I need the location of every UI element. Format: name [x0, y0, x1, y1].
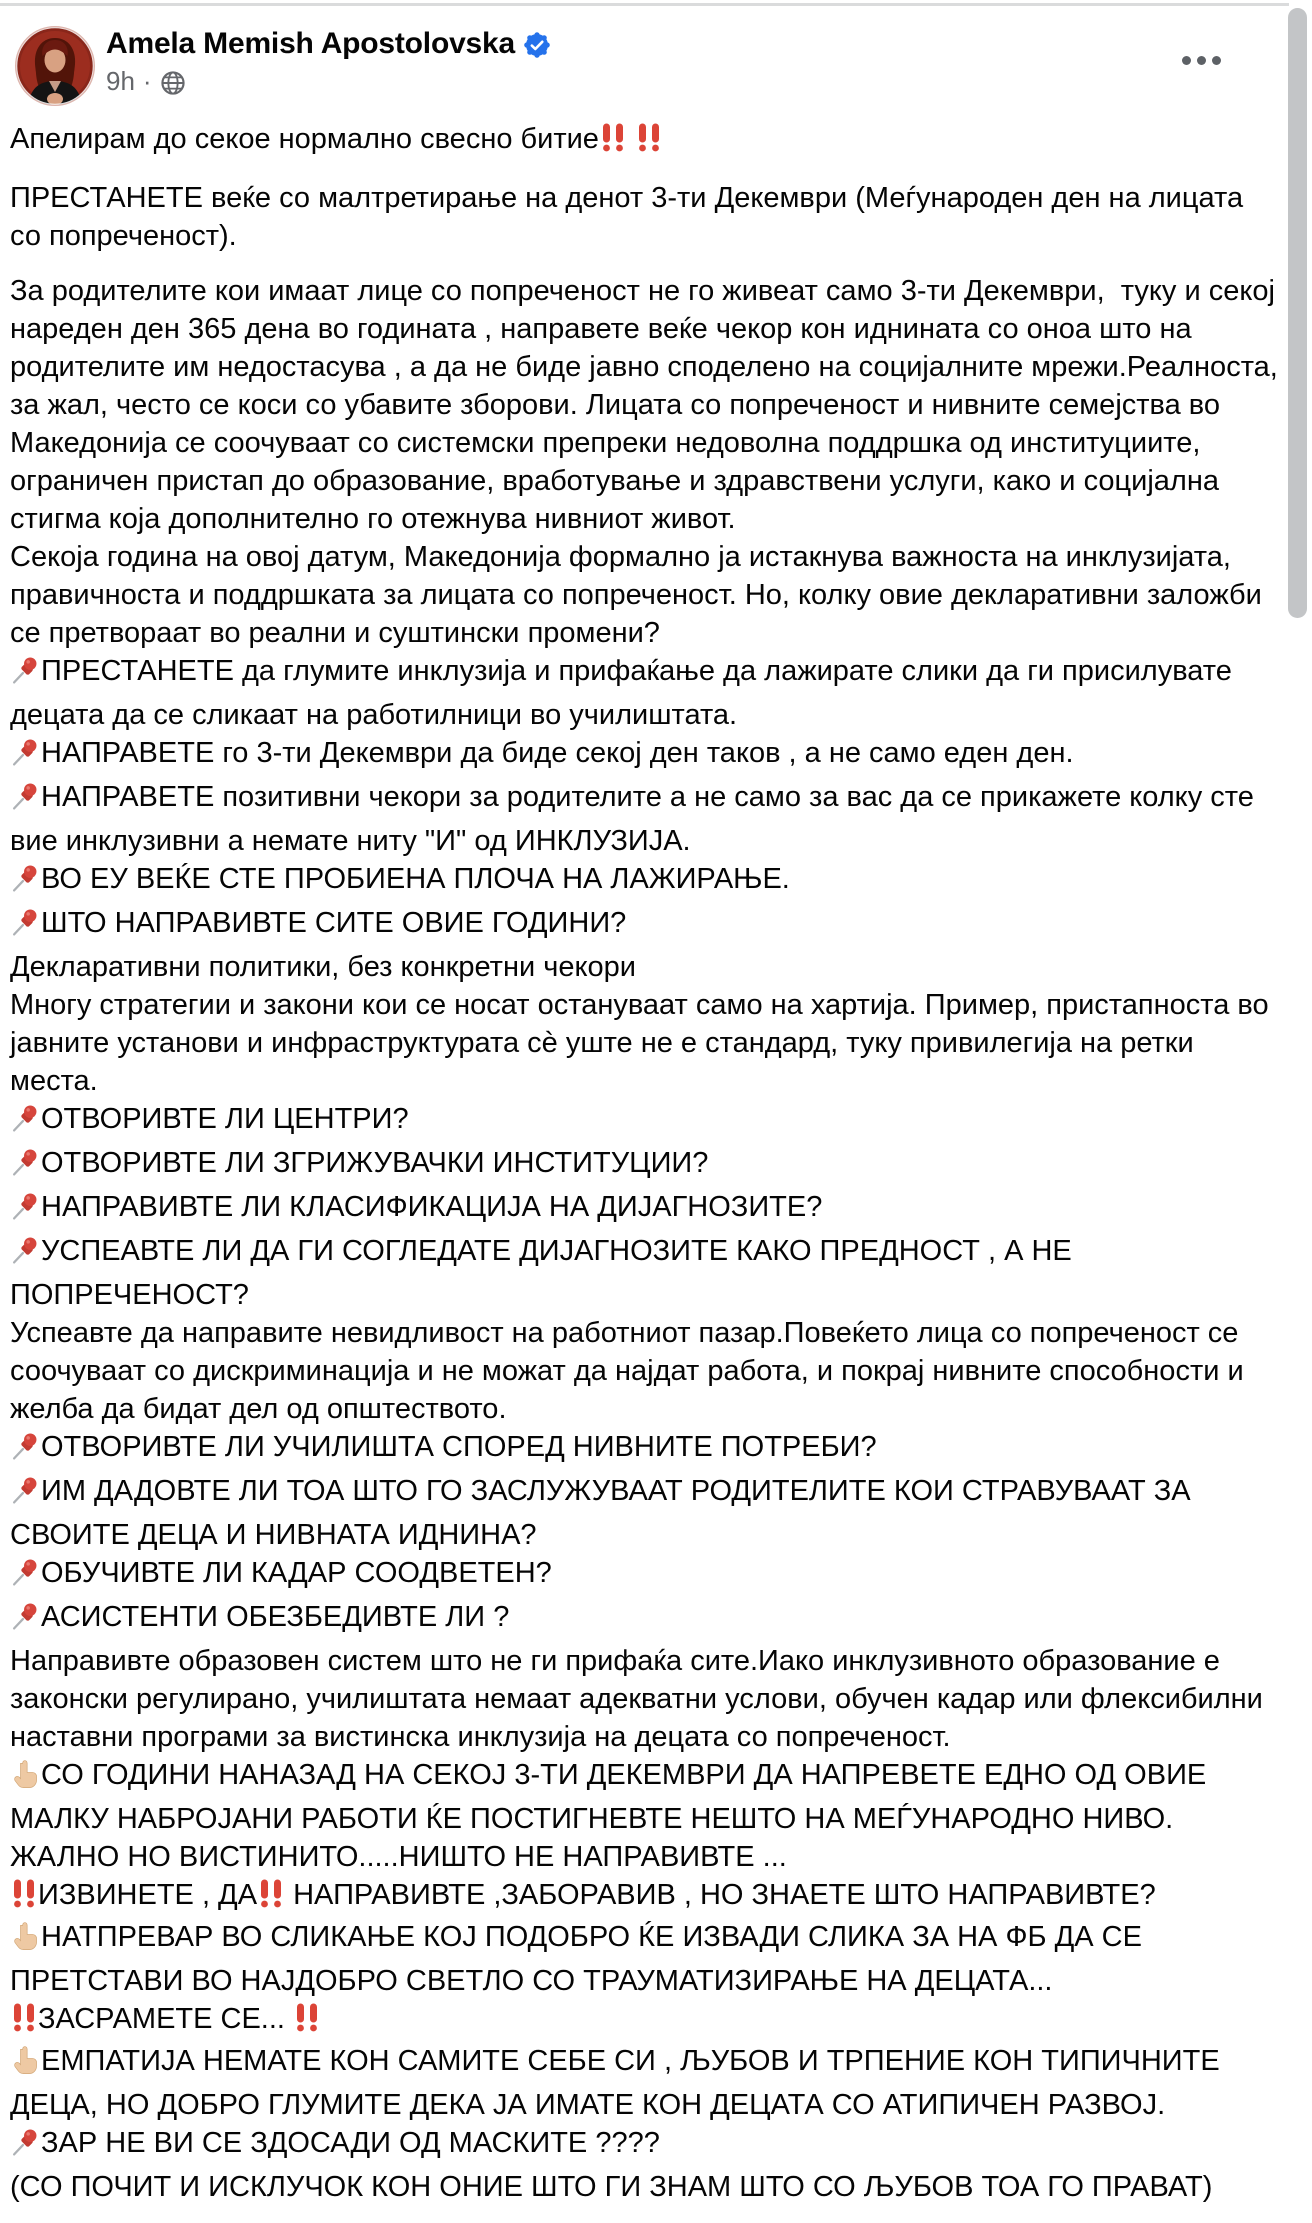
- post-line: [10, 1918, 1282, 2000]
- pushpin-icon: [10, 737, 41, 778]
- text-run: ОТВОРИВТЕ ЛИ УЧИЛИШТА СПОРЕД НИВНИТЕ ПОТРЕБИ?: [41, 1431, 877, 1463]
- text-run: УСПЕАВТЕ ЛИ ДА ГИ СОГЛЕДАТЕ ДИЈАГНОЗИТЕ КАКО ПРЕДНОСТ , А НЕ ПОПРЕЧЕНОСТ?: [10, 1235, 1080, 1311]
- post-paragraph: [10, 179, 1282, 255]
- post-line: [10, 860, 1282, 904]
- header-text: [106, 26, 552, 97]
- pushpin-icon: [10, 907, 41, 948]
- post-line: [10, 2168, 1282, 2206]
- post-header: [15, 24, 1255, 110]
- text-run: ПРЕСТАНЕТЕ да глумите инклузија и прифаќање да лажирате слики да ги присилувате децата да се сликаат на работилници во училиштата.: [10, 655, 1240, 731]
- post-line: [10, 1554, 1282, 1598]
- post-line: [10, 986, 1282, 1100]
- post-paragraph: [10, 272, 1286, 2206]
- text-run: ЗАР НЕ ВИ СЕ ЗДОСАДИ ОД МАСКИТЕ ????: [41, 2127, 660, 2159]
- post-line: [10, 904, 1282, 948]
- pushpin-icon: [10, 1601, 41, 1642]
- post-line: [10, 2042, 1282, 2124]
- bangbang-icon: [600, 122, 626, 162]
- globe-icon: [160, 70, 186, 96]
- pointup-icon: [10, 1921, 41, 1962]
- post-line: [10, 1598, 1282, 1642]
- post-line: [10, 179, 1282, 255]
- text-run: ЖАЛНО НО ВИСТИНИТО.....НИШТО НЕ НАПРАВИВТЕ ...: [10, 1841, 787, 1873]
- post-line: [10, 1756, 1282, 1838]
- pushpin-icon: [10, 863, 41, 904]
- post-line: [10, 948, 1282, 986]
- meta-separator: ·: [142, 66, 152, 96]
- text-run: [627, 123, 635, 155]
- pushpin-icon: [10, 1235, 41, 1276]
- text-run: ЗАСРАМЕТЕ СЕ...: [38, 2003, 294, 2035]
- text-run: ОТВОРИВТЕ ЛИ ЦЕНТРИ?: [41, 1103, 409, 1135]
- author-name[interactable]: Amela Memish Apostolovska: [106, 27, 516, 60]
- bangbang-icon: [11, 2002, 37, 2042]
- post-line: [10, 1314, 1282, 1428]
- timestamp-link[interactable]: [106, 66, 552, 97]
- text-run: НАТПРЕВАР ВО СЛИКАЊЕ КОЈ ПОДОБРО ЌЕ ИЗВАДИ СЛИКА ЗА НА ФБ ДА СЕ ПРЕТСТАВИ ВО НАЈДОБРО СВЕТЛО СО ТРАУМАТИЗИРАЊЕ НА ДЕЦАТА...: [10, 1921, 1150, 1997]
- text-run: ШТО НАПРАВИВТЕ СИТЕ ОВИЕ ГОДИНИ?: [41, 907, 627, 939]
- post-paragraph: [10, 120, 1282, 162]
- pointup-icon: [10, 1759, 41, 1800]
- scrollbar-thumb[interactable]: [1288, 8, 1307, 618]
- text-run: ПРЕСТАНЕТЕ веќе со малтретирање на денот 3-ти Декември (Меѓународен ден на лицата со попреченост).: [10, 182, 1252, 252]
- bangbang-icon: [11, 1878, 37, 1918]
- pushpin-icon: [10, 655, 41, 696]
- text-run: СО ГОДИНИ НАНАЗАД НА СЕКОЈ 3-ТИ ДЕКЕМВРИ ДА НАПРЕВЕТЕ ЕДНО ОД ОВИЕ МАЛКУ НАБРОЈАНИ РАБОТИ ЌЕ ПОСТИГНЕВТЕ НЕШТО НА МЕЃУНАРОДНО НИВО.: [10, 1759, 1215, 1835]
- post-line: [10, 538, 1282, 652]
- bangbang-icon: [294, 2002, 320, 2042]
- post-line: [10, 2000, 1282, 2042]
- ellipsis-icon: [1182, 56, 1191, 65]
- pushpin-icon: [10, 1475, 41, 1516]
- timestamp: 9h: [106, 66, 135, 96]
- pushpin-icon: [10, 2127, 41, 2168]
- post-line: [10, 1428, 1282, 1472]
- text-run: Апелирам до секое нормално свесно битие: [10, 123, 599, 155]
- text-run: Декларативни политики, без конкретни чекори: [10, 951, 636, 983]
- text-run: Секоја година на овој датум, Македонија формално ја истакнува важноста на инклузијата, правичноста и поддршката за лицата со попреченост. Но, колку овие декларативни заложби се претвораат во реални и суштински промени?: [10, 541, 1270, 649]
- post-line: [10, 120, 1282, 162]
- text-run: ВО ЕУ ВЕЌЕ СТЕ ПРОБИЕНА ПЛОЧА НА ЛАЖИРАЊЕ.: [41, 863, 790, 895]
- pushpin-icon: [10, 1191, 41, 1232]
- text-run: НАПРАВИВТЕ ,ЗАБОРАВИВ , НО ЗНАЕТЕ ШТО НАПРАВИВТЕ?: [285, 1879, 1156, 1911]
- text-run: Успеавте да направите невидливост на работниот пазар.Повеќето лица со попреченост се соочуваат со дискриминација и не можат да најдат работа, и покрај нивните способности и желба да бидат дел од општеството.: [10, 1317, 1252, 1425]
- text-run: ИЗВИНЕТЕ , ДА: [38, 1879, 258, 1911]
- text-run: НАПРАВЕТЕ позитивни чекори за родителите а не само за вас да се прикажете колку сте вие инклузивни а немате ниту "И" од ИНКЛУЗИЈА.: [10, 781, 1262, 857]
- post-line: [10, 1472, 1282, 1554]
- post-line: [10, 272, 1286, 538]
- pushpin-icon: [10, 1557, 41, 1598]
- text-run: (СО ПОЧИТ И ИСКЛУЧОК КОН ОНИЕ ШТО ГИ ЗНАМ ШТО СО ЉУБОВ ТОА ГО ПРАВАТ): [10, 2171, 1213, 2203]
- post-line: [10, 734, 1282, 778]
- bangbang-icon: [636, 122, 662, 162]
- post-line: [10, 1232, 1282, 1314]
- bangbang-icon: [258, 1878, 284, 1918]
- text-run: ОБУЧИВТЕ ЛИ КАДАР СООДВЕТЕН?: [41, 1557, 552, 1589]
- avatar[interactable]: [15, 26, 95, 106]
- post-line: [10, 652, 1282, 734]
- post-line: [10, 1144, 1282, 1188]
- post-line: [10, 1100, 1282, 1144]
- top-divider: [0, 3, 1289, 6]
- verified-badge-icon: [522, 30, 552, 60]
- text-run: НАПРАВЕТЕ го 3-ти Декември да биде секој ден таков , а не само еден ден.: [41, 737, 1074, 769]
- text-run: За родителите кои имаат лице со попреченост не го живеат само 3-ти Декември, туку и секој нареден ден 365 дена во годината , направете веќе чекор кон иднината со оноа што на родителите им недостасува , а да не биде јавно споделено на социјалните мрежи.Реалноста, за жал, често се коси со убавите зборови. Лицата со попреченост и нивните семејства во Македонија се соочуваат со системски препреки недоволна поддршка од институциите, ограничен пристап до образование, вработување и здравствени услуги, како и социјална стигма која дополнително го отежнува нивниот живот.: [10, 275, 1286, 535]
- pushpin-icon: [10, 781, 41, 822]
- post-line: [10, 2124, 1282, 2168]
- pushpin-icon: [10, 1431, 41, 1472]
- text-run: Многу стратегии и закони кои се носат остануваат само на хартија. Пример, пристапноста во јавните установи и инфраструктурата сѐ уште не е стандард, туку привилегија на ретки места.: [10, 989, 1277, 1097]
- text-run: ИМ ДАДОВТЕ ЛИ ТОА ШТО ГО ЗАСЛУЖУВААТ РОДИТЕЛИТЕ КОИ СТРАВУВААТ ЗА СВОИТЕ ДЕЦА И НИВНАТА ИДНИНА?: [10, 1475, 1199, 1551]
- text-run: НАПРАВИВТЕ ЛИ КЛАСИФИКАЦИЈА НА ДИЈАГНОЗИТЕ?: [41, 1191, 823, 1223]
- post-line: [10, 778, 1282, 860]
- pointup-icon: [10, 2045, 41, 2086]
- post-line: [10, 1876, 1282, 1918]
- pushpin-icon: [10, 1147, 41, 1188]
- pushpin-icon: [10, 1103, 41, 1144]
- post-line: [10, 1838, 1282, 1876]
- text-run: ЕМПАТИЈА НЕМАТЕ КОН САМИТЕ СЕБЕ СИ , ЉУБОВ И ТРПЕНИЕ КОН ТИПИЧНИТЕ ДЕЦА, НО ДОБРО ГЛУМИТЕ ДЕКА ЈА ИМАТЕ КОН ДЕЦАТА СО АТИПИЧЕН РАЗВОЈ.: [10, 2045, 1228, 2121]
- post-line: [10, 1188, 1282, 1232]
- text-run: ОТВОРИВТЕ ЛИ ЗГРИЖУВАЧКИ ИНСТИТУЦИИ?: [41, 1147, 709, 1179]
- post-line: [10, 1642, 1282, 1756]
- text-run: Направивте образовен систем што не ги прифаќа сите.Иако инклузивното образование е законски регулирано, училиштата немаат адекватни услови, обучен кадар или флексибилни наставни програми за вистинска инклузија на децата со попреченост.: [10, 1645, 1271, 1753]
- text-run: АСИСТЕНТИ ОБЕЗБЕДИВТЕ ЛИ ?: [41, 1601, 510, 1633]
- post-text: [10, 120, 1286, 2223]
- post-menu-button[interactable]: [1176, 50, 1227, 71]
